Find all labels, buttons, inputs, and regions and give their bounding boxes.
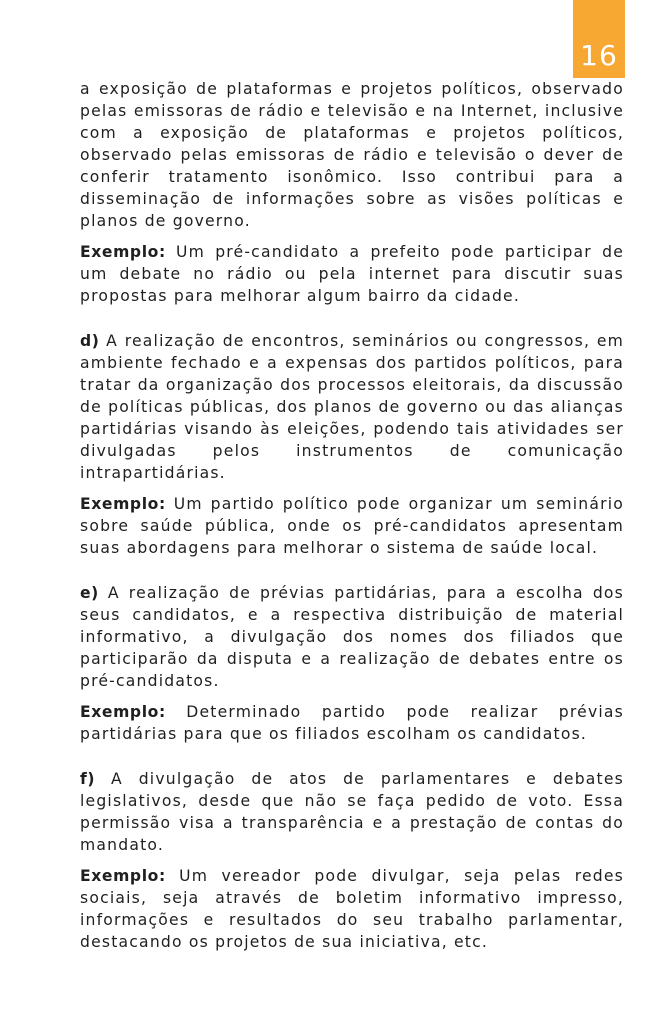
example-label: Exemplo: bbox=[80, 867, 166, 885]
example-paragraph-e bbox=[80, 701, 624, 745]
item-label: d) bbox=[80, 332, 100, 350]
item-d-paragraph bbox=[80, 330, 624, 484]
item-text: A divulgação de atos de parlamentares e debates legislativos, desde que não se faça pedido de voto. Essa permissão visa a transparência e a prestação de contas do mandato. bbox=[80, 770, 624, 854]
page-number-badge bbox=[573, 0, 625, 78]
page-number: 16 bbox=[580, 39, 618, 72]
example-text: Um vereador pode divulgar, seja pelas redes sociais, seja através de boletim informativo impresso, informações e resultados do seu trabalho parlamentar, destacando os projetos de sua iniciativa, etc. bbox=[80, 867, 624, 951]
item-e-paragraph bbox=[80, 582, 624, 692]
example-label: Exemplo: bbox=[80, 703, 166, 721]
example-text: Um partido político pode organizar um seminário sobre saúde pública, onde os pré-candidatos apresentam suas abordagens para melhorar o sistema de saúde local. bbox=[80, 495, 624, 557]
example-text: Determinado partido pode realizar prévias partidárias para que os filiados escolham os candidatos. bbox=[80, 703, 624, 743]
item-label: f) bbox=[80, 770, 96, 788]
example-paragraph-c bbox=[80, 241, 624, 307]
intro-text: a exposição de plataformas e projetos políticos, observado pelas emissoras de rádio e televisão e na Internet, inclusive com a exposição de plataformas e projetos políticos, observado pelas emissoras de rádio e televisão o dever de conferir tratamento isonômico. Isso contribui para a disseminação de informações sobre as visões políticas e planos de governo. bbox=[80, 80, 624, 230]
example-paragraph-d bbox=[80, 493, 624, 559]
item-f-paragraph bbox=[80, 768, 624, 856]
document-body bbox=[80, 78, 624, 953]
example-paragraph-f bbox=[80, 865, 624, 953]
intro-paragraph bbox=[80, 78, 624, 232]
example-label: Exemplo: bbox=[80, 243, 166, 261]
example-label: Exemplo: bbox=[80, 495, 166, 513]
item-text: A realização de prévias partidárias, para a escolha dos seus candidatos, e a respectiva distribuição de material informativo, a divulgação dos nomes dos filiados que participarão da disputa e a realização de debates entre os pré-candidatos. bbox=[80, 584, 624, 690]
item-label: e) bbox=[80, 584, 99, 602]
item-text: A realização de encontros, seminários ou congressos, em ambiente fechado e a expensas dos partidos políticos, para tratar da organização dos processos eleitorais, da discussão de políticas públicas, dos planos de governo ou das alianças partidárias visando às eleições, podendo tais atividades ser divulgadas pelos instrumentos de comunicação intrapartidárias. bbox=[80, 332, 624, 482]
example-text: Um pré-candidato a prefeito pode participar de um debate no rádio ou pela internet para discutir suas propostas para melhorar algum bairro da cidade. bbox=[80, 243, 624, 305]
